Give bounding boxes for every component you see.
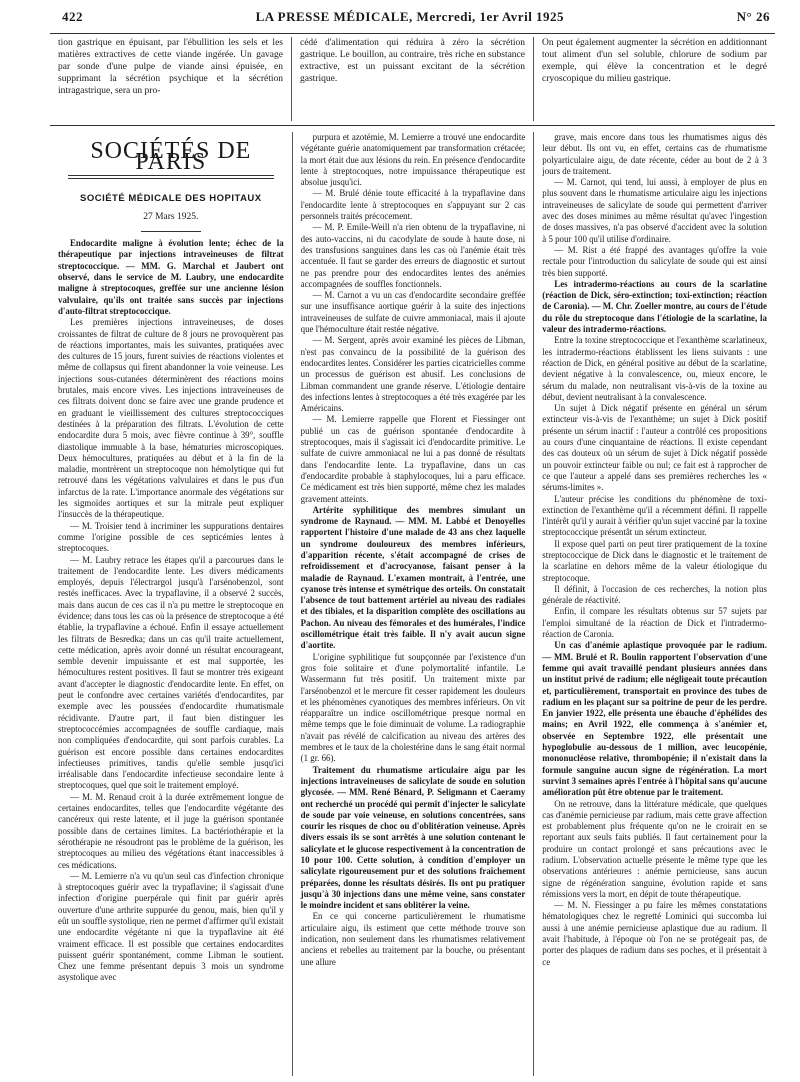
paragraph: Entre la toxine streptococcique et l'exanthème scarlatineux, les intradermo-réactions établissent les liens suivants : une réaction de Dick, en général positive au début de la scarlatine, devient négative à la convalescence, ou, mieux encore, le sérum du malade, non neutralisant vis-à-vis de la toxine au début, devient neutralisant à la convalescence. xyxy=(542,335,767,402)
paragraph: On ne retrouve, dans la littérature médicale, que quelques cas d'anémie pernicieuse par radium, mais cette grave affection est probablement plus fréquente qu'on ne le croirait en se reportant aux seuls faits publiés. Il faut certainement pour la produire un contact prolongé et sans précautions avec le radium. L'observation actuelle présente le même type que les observations antérieures : anémie pernicieuse, sans aucun signe de régénération sanguine, évolution rapide et sans rémissions vers la mort, en dépit de toute thérapeutique. xyxy=(542,798,767,899)
header-rule xyxy=(50,33,775,34)
column-1-body xyxy=(58,238,284,984)
paragraph: Enfin, il compare les résultats obtenus sur 57 sujets par l'emploi simultané de la réaction de Dick et l'intradermo-réaction de Caronia. xyxy=(542,606,767,640)
paragraph: — M. M. Renaud croit à la durée extrêmement longue de certaines endocardites, telles que l'endocardite végétante des cancéreux qui reste latente, et il juge la guérison spontanée possible dans de certaines limites. La bactériothérapie et la sérothérapie ne résoudront pas le problème de la guérison, les streptocoques au milieu des végétations étant inaccessibles à ces médications. xyxy=(58,791,284,870)
paragraph: — M. Troisier tend à incriminer les suppurations dentaires comme l'origine possible de ces septicémies lentes à streptocoques. xyxy=(58,520,284,554)
page-number: 422 xyxy=(62,9,83,24)
paragraph: Traitement du rhumatisme articulaire aigu par les injections intraveineuses de salicylate de soude en solution glycosée. — MM. René Bénard, P. Seligmann et Caeramy ont recherché un procédé qui permît d'injecter le salicylate de soude par voie veineuse, en solutions concentrées, sans courir les risques de choc ou d'oblitération veineuse. Après divers essais ils se sont arrêtés à une solution contenant le salicylate et le glucose respectivement à la concentration de 10 pour 100. Cette solution, à condition d'employer un salicylate rigoureusement pur et des solutions fraîchement préparées, donne les résultats désirés. Ils ont pu pratiquer jusqu'à 30 injections dans une même veine, sans constater le moindre incident et sans oblitérer la veine. xyxy=(300,764,526,911)
main-columns xyxy=(50,132,775,1076)
column-3-body xyxy=(542,132,767,968)
paragraph: L'origine syphilitique fut soupçonnée par l'existence d'un gros foie solitaire et d'une polymortalité infantile. Le Wassermann fut très positif. Un traitement mixte par l'arsénobenzol et le mercure fit cesser rapidement les douleurs et les phénomènes cyanotiques des membres inférieurs. On vit réapparaître un indice oscillométrique presque normal en même temps que le foie diminuait de volume. La radiographie n'avait pas révélé de calcification au niveau des artères des membres et le taux de la cholestérine dans le sang était normal (1 gr. 66). xyxy=(300,651,526,764)
paragraph: Les premières injections intraveineuses, de doses croissantes de filtrat de culture de 8 jours ne provoquèrent pas de réactions importantes, mais les suivantes, pratiquées avec des cultures de 15 jours, furent suivies de réactions violentes et même de collapsus qui firent abandonner la voie veineuse. Les injections sous-cutanées déterminèrent des réactions moins brutales, mais encore vives. Les injections intraveineuses de ces filtrats doivent donc se faire avec une grande prudence et en graduant le vieillissement des cultures streptococciques destinées à la préparation des filtrats. L'évolution de cette endocardite dura 5 mois, avec fièvre continue à 39°, souffle diastolique immuable à la base, hématuries microscopiques. Deux hémocultures, pratiquées au début et à la fin de la maladie, montrèrent un streptocoque non hémolytique qui fut retrouvé dans les végétations valvulaires et dans le pus d'un infarctus de la rate. L'importance anormale des végétations sur les sigmoïdes aortiques et sur la mitrale peut expliquer l'insuccès de la thérapeutique. xyxy=(58,317,284,520)
paragraph: Les intradermo-réactions au cours de la scarlatine (réaction de Dick, séro-extinction; toxi-extinction; réaction de Caronia). — M. Chr. Zoeller montre, au cours de l'étude du rôle du streptocoque dans l'étiologie de la scarlatine, la valeur des intradermo-réactions. xyxy=(542,278,767,335)
paragraph: — M. P. Emile-Weill n'a rien obtenu de la trypaflavine, ni des auto-vaccins, ni du cacodylate de soude à haute dose, ni des transfusions sanguines dans les cas où l'anémie était très accentuée. Il faut se garder des erreurs de diagnostic et surtout ne pas prendre pour des endocardites lentes des anémies accompagnées de souffles fonctionnels. xyxy=(300,222,526,289)
top-column-1: tion gastrique en épuisant, par l'ébullition les sels et les matières extractives de cette viande ingérée. Un gavage par sonde d'une pulpe de viande ainsi épuisée, en supprimant la sécrétion psychique et la sécrétion intragastrique, sera un pro- xyxy=(50,37,292,121)
paragraph: — M. Rist a été frappé des avantages qu'offre la voie rectale pour l'introduction du salicylate de soude qui est ainsi très bien supporté. xyxy=(542,244,767,278)
column-3 xyxy=(533,132,775,1076)
paragraph: — M. Brulé dénie toute efficacité à la trypaflavine dans l'endocardite lente à streptocoques en s'appuyant sur 2 cas personnels traités précocement. xyxy=(300,188,526,222)
paragraph: Endocardite maligne à évolution lente; échec de la thérapeutique par injections intraveineuses de filtrat streptococcique. — MM. G. Marchal et Jaubert ont observé, dans le service de M. Laubry, une endocardite maligne à streptocoques, greffée sur une ancienne lésion valvulaire, qu'ils ont traitée sans succès par injections d'auto-filtrat streptococcique. xyxy=(58,238,284,316)
paragraph: Un cas d'anémie aplastique provoquée par le radium. — MM. Brulé et R. Boulin rapportent l'observation d'une femme qui avait travaillé pendant plusieurs années dans un institut privé de radium; elle négligeait toute précaution et, particulièrement, transportait en province des tubes de radium en les plaçant sur sa poitrine de peur de les perdre. En janvier 1922, elle présenta une ébauche d'éphélides des mains; en Avril 1922, elle commença à s'anémier et, observée en Septembre 1922, elle présentait une hypoglobulie au-dessous de 1 million, avec leucopénie, mononucléose relative, thrombopénie; il n'existait dans la formule sanguine aucun signe de régénération. La mort survint 3 semaines après l'entrée à l'hôpital sans qu'aucune amélioration pût être obtenue par le traitement. xyxy=(542,640,767,798)
session-date: 27 Mars 1925. xyxy=(143,211,199,222)
title-rule xyxy=(68,175,274,179)
issue-number: N° 26 xyxy=(736,9,770,24)
continued-article xyxy=(50,37,775,121)
column-2-body xyxy=(301,132,526,968)
paragraph: grave, mais encore dans tous les rhumatismes aigus dès leur début. Ils ont vu, en effet, certains cas de rhumatisme polyarticulaire aigu, de date récente, céder au bout de 2 à 3 jours de traitement. xyxy=(542,132,767,176)
paragraph: L'auteur précise les conditions du phénomène de toxi-extinction de l'exanthème qu'il a récemment défini. Il rappelle l'intérêt qu'il y aurait à vérifier qu'un sujet vacciné par la toxine streptococcique présentât un sérum extincteur. xyxy=(542,493,767,538)
paragraph: — M. Lemierre rappelle que Florent et Fiessinger ont publié un cas de guérison spontanée d'endocardite à streptocoques, mais il s'agissait ici d'endocardite primitive. Le sulfate de cuivre ammoniacal ne lui a pas donné de résultats dans l'endocardite lente. La trypaflavine, dans un cas d'endocardite probable à staphylocoques, lui a paru efficace. Ce médicament est très bien supporté, même chez les malades gravement atteints. xyxy=(300,414,526,504)
society-name: SOCIÉTÉ MÉDICALE DES HOPITAUX xyxy=(79,192,262,204)
paragraph: — M. Lemierre n'a vu qu'un seul cas d'infection chronique à streptocoques guérir avec la trypaflavine; il s'agissait d'une infection d'origine puerpérale qui finit par guérir après ouverture d'une arthrite suppurée du genou, mais, bien qu'il y eût un souffle systolique, rien ne permet d'affirmer qu'il existait une endocardite végétante ni que la trypaflavine ait été vraiment efficace. Il est possible que certaines endocardites puissent guérir spontanément, comme Libman le soutient. Chez une femme présentant depuis 3 mois un syndrome asystolique avec xyxy=(58,870,284,983)
paragraph: Il expose quel parti on peut tirer pratiquement de la toxine streptococcique de Dick dans le diagnostic et le traitement de la scarlatine en dehors même de la valeur étiologique du streptocoque. xyxy=(542,538,767,583)
paragraph: purpura et azotémie, M. Lemierre a trouvé une endocardite végétante guérie anatomiquement par transformation crétacée; la mort était due aux lésions du rein. En présence d'endocardite lente à streptocoques, notre impuissance thérapeutique est absolue jusqu'ici. xyxy=(300,132,526,188)
paragraph: — M. Sergent, après avoir examiné les pièces de Libman, n'est pas convaincu de la possibilité de la guérison des endocardites lentes. Considérer les parties cicatricielles comme un processus de guérison est abusif. Les conclusions de Libman commandent une grande réserve. L'étiologie dentaire des infections lentes à streptocoques a été très exagérée par les Américains. xyxy=(300,335,526,414)
top-column-3: On peut également augmenter la sécrétion en additionnant tout aliment d'un sel soluble, chlorure de sodium par exemple, qui élève la concentration et le degré cryoscopique du milieu gastrique. xyxy=(542,38,767,84)
paragraph: Il définit, à l'occasion de ces recherches, la notion plus générale de réactivité. xyxy=(542,583,767,606)
page-header xyxy=(62,4,770,30)
section-rule xyxy=(50,125,775,126)
paragraph: — M. Laubry retrace les étapes qu'il a parcourues dans le traitement de l'endocardite lente. Les divers médicaments employés, depuis l'électrargol jusqu'à l'arsénobenzol, sont restés inefficaces. Avec la trypaflavine, il a observé 2 succès, mais dans aucun de ces cas il n'a pu mettre le streptocoque en évidence; dans tous les cas où la présence de streptocoque a été établie, la trypaflavine a échoué. Enfin il essaye actuellement les filtrats de Besredka; dans un cas qu'il traite actuellement, cette médication, après avoir donné un résultat encourageant, semble devenir impuissante et est mal supportée, les hémocultures restent positives. Il faut se montrer très exigeant avant d'accepter le diagnostic d'endocardite lente. En effet, on peut le confondre avec certaines variétés d'endocardites, par exemple avec les poussées d'endocardite rhumatismale récidivante. D'autre part, il faut bien distinguer les streptococcémies accompagnées de souffle cardiaque, mais non compliquées d'endocardite, qui sont parfois curables. La guérison est encore possible dans certaines endocardites infectieuses primitives, tandis qu'elle semble jusqu'ici irréalisable dans l'endocardite infectieuse secondaire lente à streptocoques, quel que soit le traitement employé. xyxy=(58,554,284,791)
column-2 xyxy=(292,132,534,1076)
paragraph: En ce qui concerne particulièrement le rhumatisme articulaire aigu, ils estiment que cette méthode trouve son indication, non seulement dans les rhumatismes relativement anciens et rebelles au traitement par la bouche, ou présentant une allure xyxy=(300,911,526,967)
journal-title: LA PRESSE MÉDICALE, Mercredi, 1er Avril 1925 xyxy=(255,9,565,24)
section-title: SOCIÉTÉS DE PARIS xyxy=(90,138,252,176)
paragraph: — M. Carnot a vu un cas d'endocardite secondaire greffée sur une insuffisance aortique guérir à la suite des injections intraveineuses de sulfate de cuivre ammoniacal, mais il ajoute que l'hémoculture était restée négative. xyxy=(300,290,526,335)
paragraph: Un sujet à Dick négatif présente en général un sérum extincteur vis-à-vis de l'exanthème; un sujet à Dick positif présente un sérum inactif : l'auteur a contrôlé ces propositions au cours d'une cinquantaine de réactions. Il existe cependant des cas douteux où un sérum de sujet à Dick négatif possède un pouvoir extincteur faible ou nul; ce fait est à rapprocher de ce que l'auteur a appelé dans ses premières recherches les « sérums-limites ». xyxy=(542,403,767,493)
paragraph: Artérite syphilitique des membres simulant un syndrome de Raynaud. — MM. M. Labbé et Denoyelles rapportent l'histoire d'une malade de 43 ans chez laquelle un syndrome douloureux des membres inférieurs, d'apparition récente, s'était accompagné de crises de refroidissement et d'acrocyanose, faisant penser à la maladie de Raynaud. L'examen montrait, à l'entrée, une cyanose très intense et symétrique des orteils. On constatait l'absence de tout battement artériel au niveau des radiales et des tibiales, et la disparition complète des oscillations au Pachon. Au niveau des fémorales et des humérales, l'indice oscillométrique était très faible. Il n'y avait aucun signe d'aortite. xyxy=(300,504,526,651)
date-rule xyxy=(141,231,201,232)
top-column-2: cédé d'alimentation qui réduira à zéro la sécrétion gastrique. Le bouillon, au contraire, très riche en substance extractive, est un puissant excitant de la sécrétion gastrique. xyxy=(292,37,534,121)
paragraph: — M. Carnot, qui tend, lui aussi, à employer de plus en plus souvent dans le rhumatisme articulaire aigu les injections intraveineuses de salicylate de soude qui permettent d'arriver avec des doses minimes au même résultat qu'avec l'ingestion de doses massives, n'a pas observé d'accident avec la solution à 5 pour 100 qu'il utilise d'ordinaire. xyxy=(542,177,767,244)
column-1 xyxy=(50,132,292,1076)
paragraph: — M. N. Fiessinger a pu faire les mêmes constatations hématologiques chez le regretté Lominici qui succomba lui aussi à une anémie pernicieuse aplastique due au radium. Il avait l'habitude, à l'époque où l'on ne se protégeait pas, de porter des plaques de radium dans ses poches, et il présentait à ce xyxy=(542,900,767,967)
